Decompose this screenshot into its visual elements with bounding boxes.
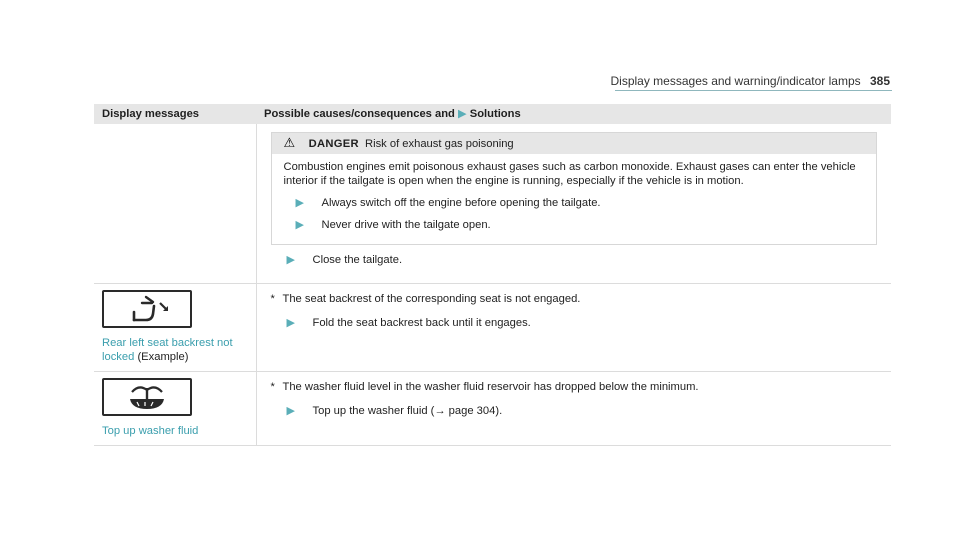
running-head-title: Display messages and warning/indicator lamps — [610, 74, 861, 88]
arrow-icon: ▶ — [286, 405, 295, 417]
arrow-icon: ▶ — [286, 254, 295, 266]
message-label-link[interactable]: Rear left seat backrest not locked — [102, 337, 233, 363]
cause-item — [271, 292, 884, 306]
col-header-display-messages: Display messages — [94, 104, 256, 124]
step-text: Top up the washer fluid (→ page 304). — [312, 405, 503, 417]
message-label-link[interactable]: Top up washer fluid — [102, 425, 199, 437]
danger-subject: Risk of exhaust gas poisoning — [365, 138, 514, 150]
row-solution-cell — [256, 124, 891, 284]
list-item — [284, 218, 859, 232]
danger-word: DANGER — [308, 138, 359, 150]
step-text: Fold the seat backrest back until it engages. — [312, 317, 531, 329]
warning-triangle-icon: ⚠ — [283, 135, 296, 150]
table-header-row — [94, 104, 891, 124]
page-number: 385 — [869, 74, 890, 88]
list-item — [271, 404, 884, 418]
header-rule — [615, 90, 892, 91]
table-row — [94, 124, 891, 284]
list-item — [271, 253, 884, 267]
list-item — [271, 316, 884, 330]
step-text: Never drive with the tailgate open. — [321, 219, 491, 231]
list-item — [284, 196, 859, 210]
table-row — [94, 284, 891, 372]
message-cell — [94, 284, 256, 372]
table-row — [94, 372, 891, 446]
danger-header — [272, 133, 877, 154]
col-header-causes — [256, 104, 891, 124]
icon-frame — [102, 290, 192, 328]
danger-box — [271, 132, 878, 245]
row-solution-cell — [256, 372, 891, 446]
step-text: Always switch off the engine before opening the tailgate. — [321, 197, 601, 209]
running-head — [611, 74, 891, 88]
row-continued-cell — [94, 124, 256, 284]
cause-text: The washer fluid level in the washer fluid reservoir has dropped below the minimum. — [282, 381, 699, 393]
danger-body — [272, 154, 877, 244]
message-label-suffix: (Example) — [137, 351, 189, 363]
danger-text: Combustion engines emit poisonous exhaust gases such as carbon monoxide. Exhaust gases can enter the vehicle interior if the tailgate is open when the engine is running, especially if the vehicle is in motion. — [283, 161, 856, 187]
arrow-icon: ▶ — [286, 317, 295, 329]
washer-fluid-icon — [112, 382, 182, 412]
asterisk-bullet: * — [270, 381, 275, 393]
cause-item — [271, 380, 884, 394]
arrow-icon: ▶ — [295, 197, 304, 209]
display-messages-table — [94, 104, 891, 446]
col-header-causes-text: Possible causes/consequences and — [264, 108, 455, 120]
arrow-icon: ▶ — [458, 108, 467, 120]
icon-frame — [102, 378, 192, 416]
arrow-icon: ▶ — [295, 219, 304, 231]
row-solution-cell — [256, 284, 891, 372]
step-text: Close the tailgate. — [312, 254, 403, 266]
cause-text: The seat backrest of the corresponding seat is not engaged. — [282, 293, 581, 305]
rear-seat-backrest-icon — [112, 294, 182, 324]
message-cell — [94, 372, 256, 446]
col-header-solutions-text: Solutions — [469, 108, 521, 120]
asterisk-bullet: * — [270, 293, 275, 305]
